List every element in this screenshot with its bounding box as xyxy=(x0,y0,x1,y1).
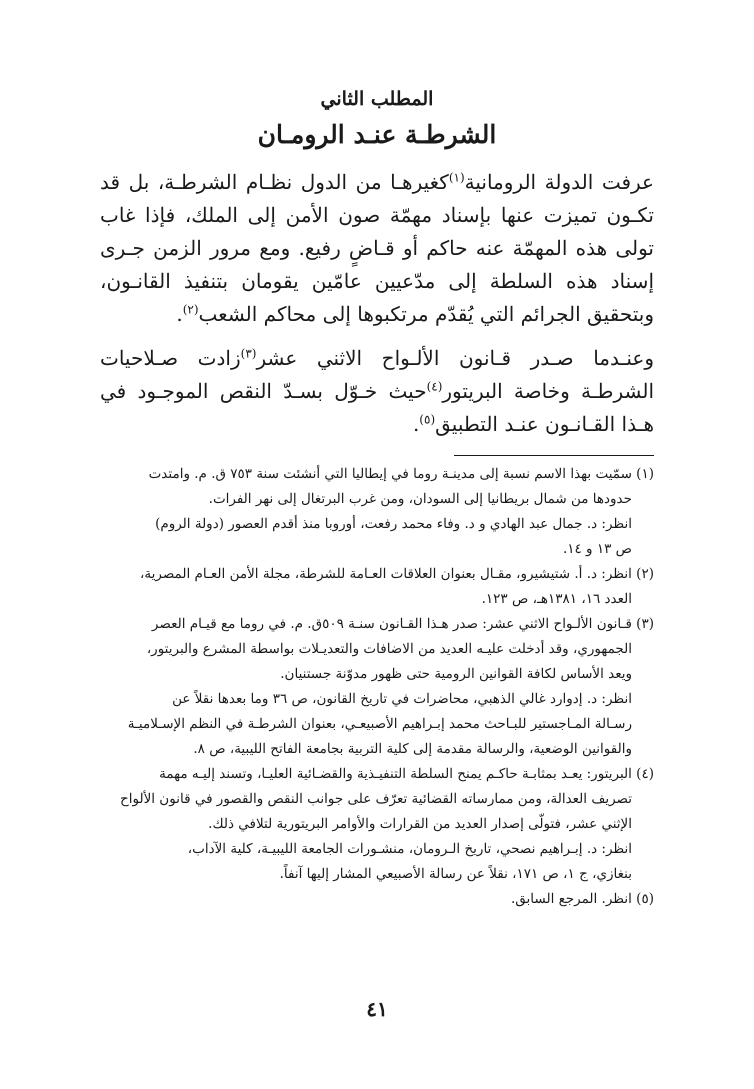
footnote-line: ويعد الأساس لكافة القوانين الرومية حتى ظهور مدوّنة جستنيان. xyxy=(280,666,632,682)
section-label: المطلب الثاني xyxy=(320,88,434,110)
paragraph-end: . xyxy=(176,302,183,326)
paragraph-text: زادت صـلاحيات الشرطـة وخاصة البريتور xyxy=(100,346,655,403)
footnotes-section xyxy=(100,462,654,912)
footnote-line: الجمهوري، وقد أدخلت عليـه العديد من الاضافات والتعديـلات بواسطة المشرع والبريتور، xyxy=(146,641,632,657)
footnote-line: انظر: د. إدوارد غالي الذهبي، محاضرات في تاريخ القانون، ص ٣٦ وما بعدها نقلاً عن xyxy=(172,691,632,707)
footnote-line: بنغازي، ج ١، ص ١٧١، نقلاً عن رسالة الأصبيعي المشار إليها آنفاً. xyxy=(279,866,632,882)
chapter-title: الشرطـة عنـد الرومـان xyxy=(257,120,497,149)
page-number: ٤١ xyxy=(366,997,388,1021)
footnote-ref-5: (٥) xyxy=(419,412,436,427)
footnote-line: (٤) البريتور: يعـد بمثابـة حاكـم يمنح السلطة التنفيـذية والقضـائية العليـا، وتسند إليـه مهمة xyxy=(159,766,654,782)
footnote-ref-4: (٤) xyxy=(426,379,443,394)
body-paragraph-1 xyxy=(100,166,654,331)
footnote-line: ص ١٣ و ١٤. xyxy=(562,541,632,557)
footnote-line: تصريف العدالة، ومن ممارساته القضائية تعرّف على جوانب النقص والقصور في قانون الألواح xyxy=(120,791,632,807)
paragraph-end: . xyxy=(412,412,420,436)
footnote-line: رسـالة المـاجستير للبـاحث محمد إبـراهيم الأصبيعـي، بعنوان الشرطـة في النظم الإسـلاميـة xyxy=(127,716,632,732)
paragraph-text: عرفت الدولة الرومانية xyxy=(464,170,654,194)
footnote-line: (١) سمّيت بهذا الاسم نسبة إلى مدينـة روما في إيطاليا التي أنشئت سنة ٧٥٣ ق. م. وامتدت xyxy=(148,466,654,482)
footnote-separator xyxy=(454,455,654,456)
footnote-line: انظر: د. جمال عبد الهادي و د. وفاء محمد رفعت، أوروبا منذ أقدم العصور (دولة الروم) xyxy=(155,516,632,532)
footnote-ref-3: (٣) xyxy=(240,346,257,361)
footnote-line: العدد ١٦، ١٣٨١هـ، ص ١٢٣. xyxy=(481,591,632,607)
paragraph-text: كغيرهـا من الدول نظـام الشرطـة، بل قد تكـون تميزت عنها بإسناد مهمّة صون الأمن إلى الملك، فإذا غاب تولى هذه المهمّة عنه حاكم أو قـاضٍ رفيع. ومع مرور الزمن جـرى إسناد هذه السلطة إلى مدّعيين عامّين يقومان بتنفيذ القانـون، وبتحقيق الجرائم التي يُقدّم مرتكبوها إلى محاكم الشعب xyxy=(100,170,654,326)
footnote-line: (٣) قـانون الألـواح الاثني عشر: صدر هـذا القـانون سنـة ٥٠٩ق. م. في روما مع قيـام العصر xyxy=(151,616,654,632)
paragraph-text: وعنـدما صـدر قـانون الألـواح الاثني عشر xyxy=(256,346,654,370)
footnote-line: حدودها من شمال بريطانيا إلى السودان، ومن غرب البرتغال إلى نهر الفرات. xyxy=(208,491,632,507)
body-paragraph-2 xyxy=(100,342,654,441)
footnote-line: والقوانين الوضعية، والرسالة مقدمة إلى كلية التربية بجامعة الفاتح الليبية، ص ٨. xyxy=(193,741,632,757)
footnote-line: (٥) انظر. المرجع السابق. xyxy=(511,891,654,907)
paragraph-text: حيث خـوّل بسـدّ النقص الموجـود في هـذا القـانـون عنـد التطبيق xyxy=(100,379,654,436)
footnote-ref-1: (١) xyxy=(448,170,465,185)
footnote-line: (٢) انظر: د. أ. شتيشيرو، مقـال بعنوان العلاقات العـامة للشرطة، مجلة الأمن العـام المصرية، xyxy=(140,566,654,582)
footnote-line: انظر: د. إبـراهيم نصحي، تاريخ الـرومان، منشـورات الجامعة الليبيـة، كلية الآداب، xyxy=(187,841,632,857)
footnote-ref-2: (٢) xyxy=(182,302,199,317)
footnote-line: الإثني عشر، فتولّى إصدار العديد من القرارات والأوامر البريتورية لتلافي ذلك. xyxy=(208,816,632,832)
